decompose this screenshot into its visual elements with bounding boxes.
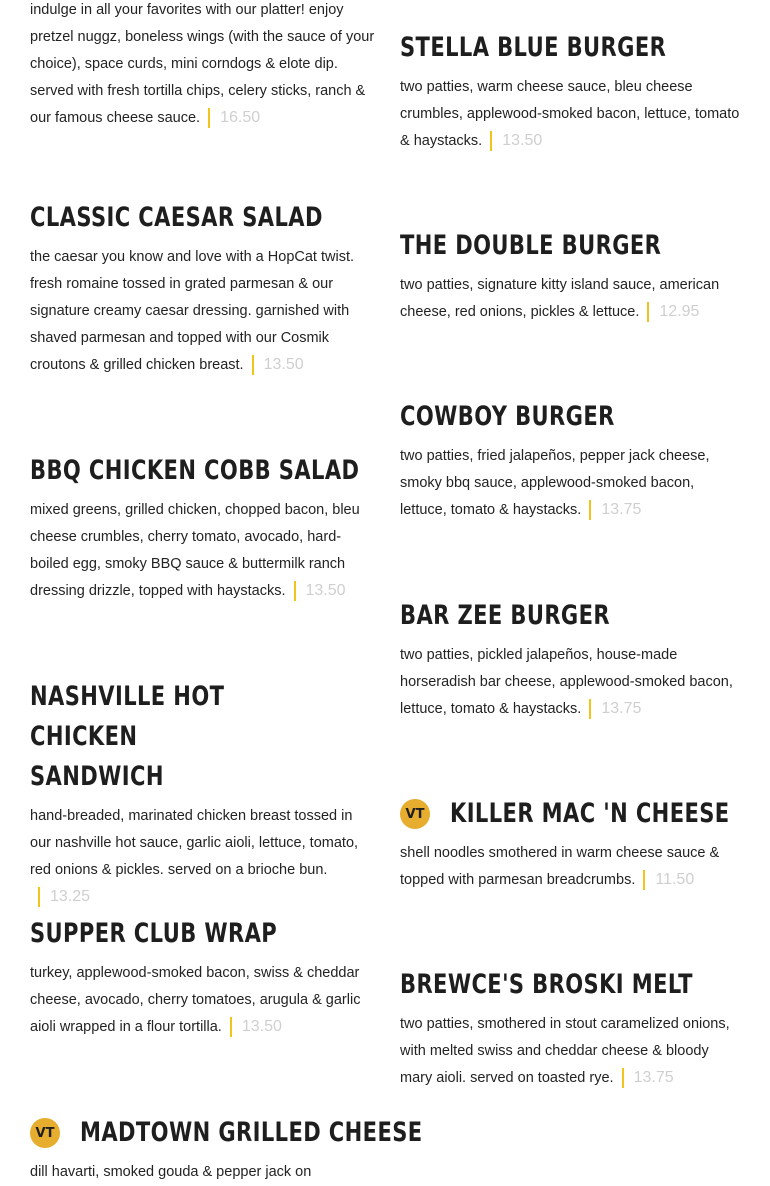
menu-item <box>30 0 375 132</box>
menu-item <box>30 914 375 1041</box>
item-description: hand-breaded, marinated chicken breast tossed in our nashville hot sauce, garlic aioli, lettuce, tomato, red onions & pickles. served on a brioche bun. <box>30 808 359 878</box>
item-title: NASHVILLE HOT CHICKEN SANDWICH <box>30 681 225 792</box>
item-description: two patties, smothered in stout caramelized onions, with melted swiss and cheddar cheese & bloody mary aioli. served on toasted rye. <box>400 1016 730 1086</box>
item-title: CLASSIC CAESAR SALAD <box>30 202 323 233</box>
item-price: 13.50 <box>490 131 542 151</box>
menu-item <box>400 596 740 723</box>
item-title: BAR ZEE BURGER <box>400 600 611 631</box>
menu-item <box>400 965 740 1092</box>
item-description: two patties, warm cheese sauce, bleu cheese crumbles, applewood-smoked bacon, lettuce, tomato & haystacks. <box>400 79 740 149</box>
item-price: 13.75 <box>589 699 641 719</box>
item-description: the caesar you know and love with a HopCat twist. fresh romaine tossed in grated parmesan & our signature creamy caesar dressing. garnished with shaved parmesan and topped with our Cosmik croutons & grilled chicken breast. <box>30 249 354 373</box>
item-description: turkey, applewood-smoked bacon, swiss & cheddar cheese, avocado, cherry tomatoes, arugula & garlic aioli wrapped in a flour tortilla. <box>30 965 361 1035</box>
menu-item <box>400 226 740 326</box>
menu-item <box>400 794 740 894</box>
vegetarian-badge: VT <box>30 1118 60 1148</box>
item-price: 13.75 <box>589 500 641 520</box>
item-title: MADTOWN GRILLED CHEESE <box>80 1117 423 1148</box>
item-price: 13.50 <box>252 355 304 375</box>
item-price: 16.50 <box>208 108 260 128</box>
item-price: 12.95 <box>647 302 699 322</box>
item-title: SUPPER CLUB WRAP <box>30 918 278 949</box>
item-price: 13.50 <box>230 1017 282 1037</box>
vegetarian-badge: VT <box>400 799 430 829</box>
item-title: BREWCE'S BROSKI MELT <box>400 969 693 1000</box>
item-title: BBQ CHICKEN COBB SALAD <box>30 455 360 486</box>
item-description: mixed greens, grilled chicken, chopped bacon, bleu cheese crumbles, cherry tomato, avocado, hard-boiled egg, smoky BBQ sauce & buttermilk ranch dressing drizzle, topped with haystacks. <box>30 502 360 599</box>
menu-item <box>30 1113 423 1186</box>
menu-item <box>30 677 375 911</box>
item-description: two patties, fried jalapeños, pepper jack cheese, smoky bbq sauce, applewood-smoked bacon, lettuce, tomato & haystacks. <box>400 448 710 518</box>
item-title: THE DOUBLE BURGER <box>400 230 662 261</box>
menu-item <box>30 451 375 605</box>
item-description: two patties, signature kitty island sauce, american cheese, red onions, pickles & lettuce. <box>400 277 720 320</box>
item-description: shell noodles smothered in warm cheese sauce & topped with parmesan breadcrumbs. <box>400 845 720 888</box>
item-description: two patties, pickled jalapeños, house-made horseradish bar cheese, applewood-smoked bacon, lettuce, tomato & haystacks. <box>400 647 733 717</box>
menu-item <box>400 28 740 155</box>
item-price: 13.50 <box>294 581 346 601</box>
item-title: KILLER MAC 'N CHEESE <box>450 798 730 829</box>
item-price: 11.50 <box>643 870 694 890</box>
menu-item <box>30 198 375 379</box>
item-title: STELLA BLUE BURGER <box>400 32 667 63</box>
item-price: 13.75 <box>622 1068 674 1088</box>
item-title: COWBOY BURGER <box>400 401 615 432</box>
item-description: dill havarti, smoked gouda & pepper jack on <box>30 1164 312 1180</box>
item-price: 13.25 <box>38 887 90 907</box>
item-description: indulge in all your favorites with our platter! enjoy pretzel nuggz, boneless wings (with the sauce of your choice), space curds, mini corndogs & elote dip. served with fresh tortilla chips, celery sticks, ranch & our famous cheese sauce. <box>30 2 375 126</box>
menu-item <box>400 397 740 524</box>
